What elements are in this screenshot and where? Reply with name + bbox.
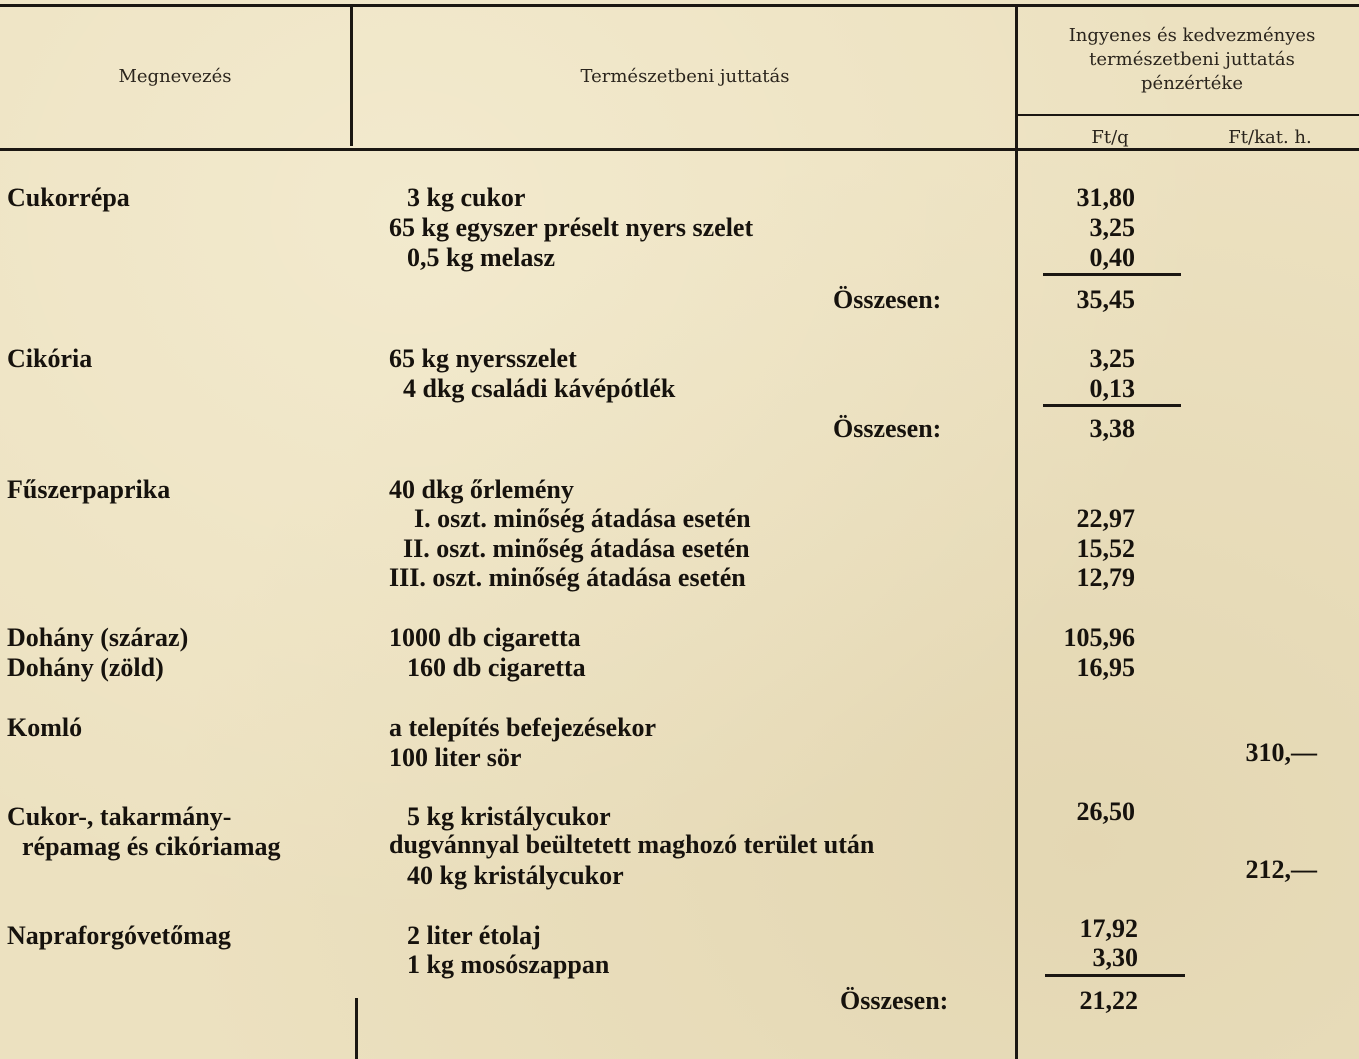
top-rule — [0, 4, 1359, 7]
sum-rule-cukorrepa — [1043, 273, 1181, 276]
total-cikoria: 3,38 — [1089, 414, 1135, 443]
total-label-cukorrepa: Összesen: — [833, 285, 942, 314]
header-penzerteke-line3: pénzértéke — [1141, 73, 1243, 94]
sum-rule-napraforgo — [1045, 974, 1185, 977]
total-label-cikoria: Összesen: — [833, 414, 942, 443]
item-fuszerpaprika-4: III. oszt. minőség átadása esetén — [389, 563, 746, 592]
item-cukorrepa-2: 65 kg egyszer préselt nyers szelet — [389, 213, 754, 242]
value-kat-repamag: 212,— — [1245, 855, 1317, 884]
value-cukorrepa-2: 3,25 — [1089, 213, 1135, 242]
row-name-repamag-line2: répamag és cikóriamag — [22, 832, 281, 861]
row-name-napraforgo: Napraforgóvetőmag — [7, 921, 231, 950]
header-termeszetbeni-juttatas: Természetbeni juttatás — [580, 66, 790, 87]
row-name-cukorrepa: Cukorrépa — [7, 183, 130, 212]
value-napraforgo-1: 17,92 — [1079, 914, 1138, 943]
item-dohany-zold: 160 db cigaretta — [407, 653, 586, 682]
item-repamag-2: dugvánnyal beültetett maghozó terület után — [389, 830, 875, 859]
column-divider-1-bottom — [355, 998, 358, 1059]
sum-rule-cikoria — [1043, 404, 1181, 407]
item-komlo-1: a telepítés befejezésekor — [389, 713, 657, 742]
value-fuszerpaprika-3: 12,79 — [1076, 563, 1135, 592]
item-repamag-1: 5 kg kristálycukor — [407, 802, 611, 831]
column-divider-2 — [1015, 6, 1018, 1059]
item-cikoria-1: 65 kg nyersszelet — [389, 344, 577, 373]
total-cukorrepa: 35,45 — [1076, 285, 1135, 314]
item-napraforgo-2: 1 kg mosószappan — [407, 950, 610, 979]
total-napraforgo: 21,22 — [1079, 986, 1138, 1015]
total-label-napraforgo: Összesen: — [840, 986, 949, 1015]
value-dohany-zold: 16,95 — [1076, 653, 1135, 682]
subheader-rule — [1017, 114, 1359, 116]
item-cikoria-2: 4 dkg családi kávépótlék — [403, 374, 676, 403]
item-fuszerpaprika-1: 40 dkg őrlemény — [389, 475, 574, 504]
item-repamag-3: 40 kg kristálycukor — [407, 861, 624, 890]
header-megnevezes: Megnevezés — [118, 66, 232, 87]
row-name-dohany-szaraz: Dohány (száraz) — [7, 623, 189, 652]
item-fuszerpaprika-3: II. oszt. minőség átadása esetén — [403, 534, 750, 563]
item-napraforgo-1: 2 liter étolaj — [407, 921, 541, 950]
item-dohany-szaraz: 1000 db cigaretta — [389, 623, 581, 652]
row-name-komlo: Komló — [7, 713, 83, 742]
item-cukorrepa-1: 3 kg cukor — [407, 183, 526, 212]
item-fuszerpaprika-2: I. oszt. minőség átadása esetén — [414, 504, 751, 533]
header-penzerteke-line1: Ingyenes és kedvezményes — [1068, 25, 1316, 46]
value-cikoria-1: 3,25 — [1089, 344, 1135, 373]
value-fuszerpaprika-1: 22,97 — [1076, 504, 1135, 533]
value-cukorrepa-3: 0,40 — [1089, 243, 1135, 272]
item-komlo-2: 100 liter sör — [389, 743, 522, 772]
value-napraforgo-2: 3,30 — [1092, 943, 1138, 972]
value-cikoria-2: 0,13 — [1089, 374, 1135, 403]
row-name-fuszerpaprika: Fűszerpaprika — [7, 475, 171, 504]
row-name-repamag-line1: Cukor-, takarmány- — [7, 802, 232, 831]
header-ft-per-q: Ft/q — [1091, 127, 1129, 148]
row-name-cikoria: Cikória — [7, 344, 93, 373]
value-dohany-szaraz: 105,96 — [1063, 623, 1135, 652]
value-cukorrepa-1: 31,80 — [1076, 183, 1135, 212]
item-cukorrepa-3: 0,5 kg melasz — [407, 243, 556, 272]
row-name-dohany-zold: Dohány (zöld) — [7, 653, 164, 682]
column-divider-1 — [350, 6, 353, 146]
value-fuszerpaprika-2: 15,52 — [1076, 534, 1135, 563]
value-repamag: 26,50 — [1076, 797, 1135, 826]
header-penzerteke-line2: természetbeni juttatás — [1089, 49, 1295, 70]
value-kat-komlo: 310,— — [1245, 738, 1317, 767]
header-ft-per-kat-h: Ft/kat. h. — [1228, 127, 1312, 148]
